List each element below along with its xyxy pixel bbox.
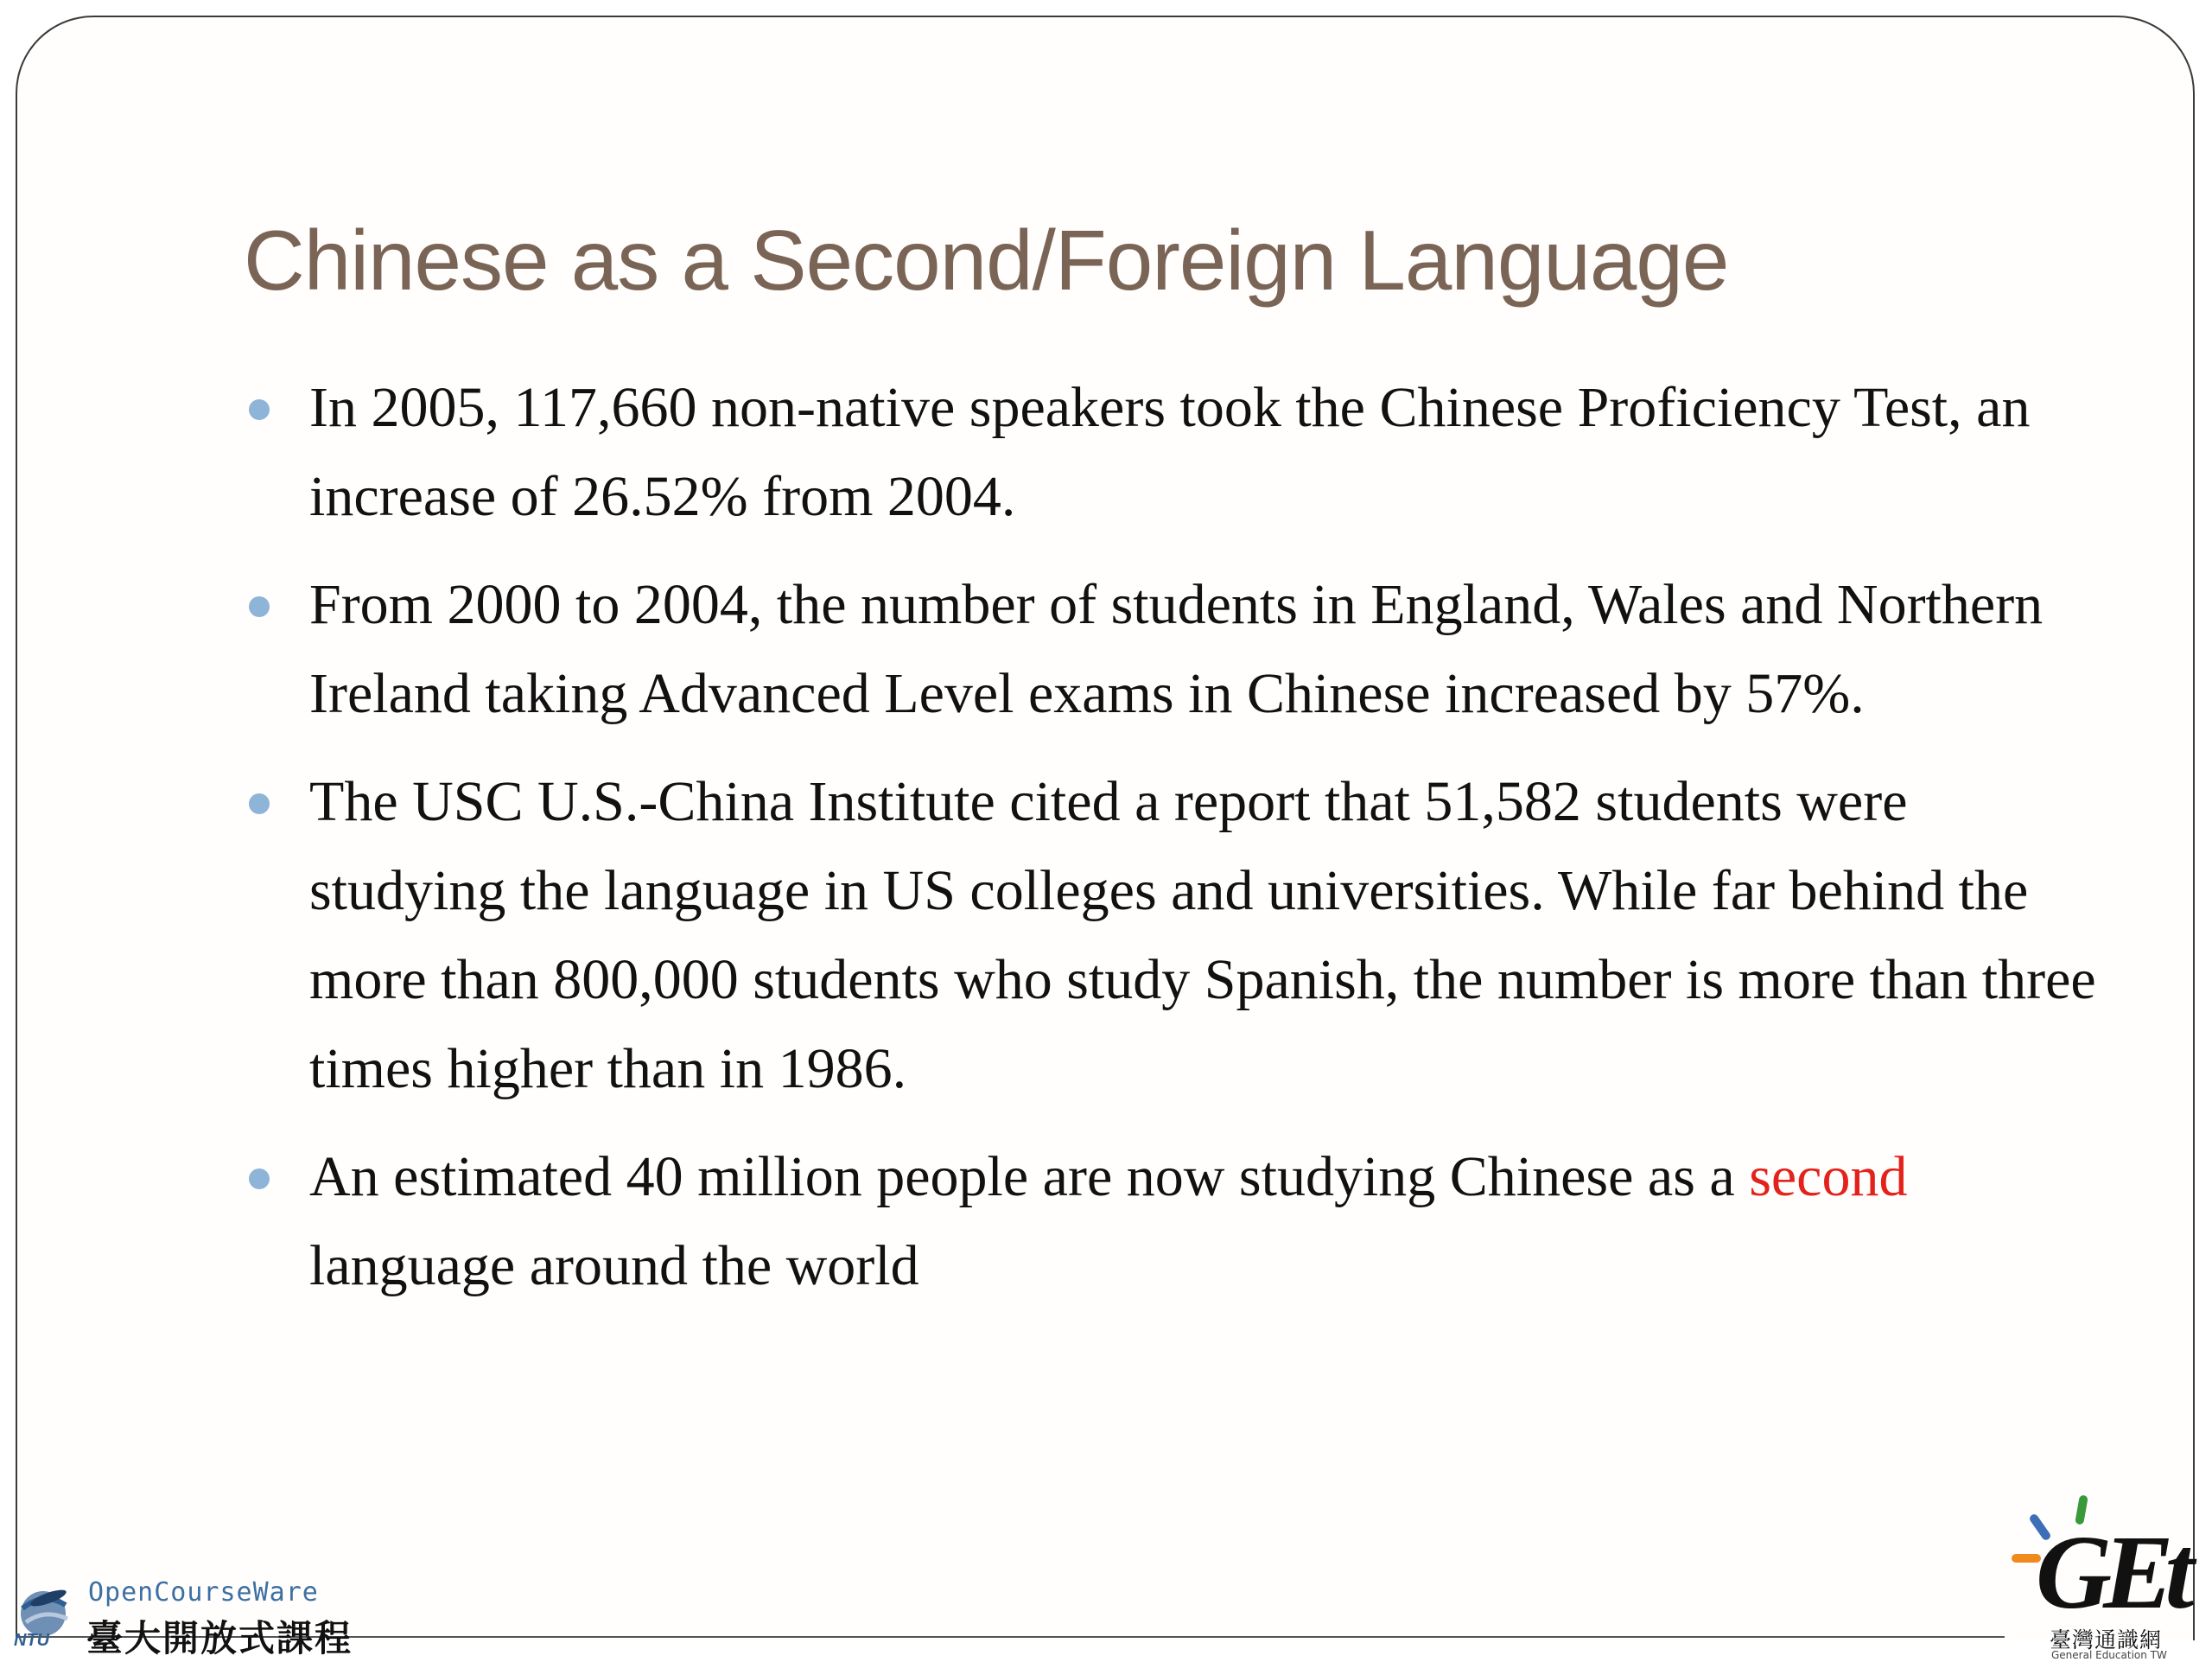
bullet-text: In 2005, 117,660 non-native speakers took the Chinese Proficiency Test, an increase of 26.52% from 2004. — [309, 376, 2031, 528]
bullet-item — [242, 1132, 2100, 1310]
ntu-opencourseware-logo — [9, 1577, 389, 1659]
ocw-chinese-label: 臺大開放式課程 — [86, 1617, 353, 1659]
bullet-list — [242, 363, 2100, 1329]
bullet-item — [242, 757, 2100, 1113]
bullet-item — [242, 560, 2100, 738]
bullet-text: The USC U.S.-China Institute cited a report that 51,582 students were studying the language in US colleges and universities. While far behind the more than 800,000 students who study Spanish, the number is more than three times higher than in 1986. — [309, 770, 2096, 1100]
get-logo — [2005, 1493, 2212, 1659]
ntu-badge: NTU — [14, 1631, 50, 1650]
get-mark: GEt — [2036, 1514, 2186, 1631]
slide-title: Chinese as a Second/Foreign Language — [244, 213, 1729, 308]
bullet-dot-icon — [249, 1168, 270, 1189]
bullet-dot-icon — [249, 399, 270, 420]
bullet-dot-icon — [249, 793, 270, 814]
highlighted-word: second — [1749, 1145, 1908, 1208]
bullet-text-after: language around the world — [309, 1234, 919, 1297]
bullet-dot-icon — [249, 596, 270, 617]
get-chinese-label: 臺灣通識網 — [2050, 1627, 2163, 1652]
bullet-item — [242, 363, 2100, 541]
ocw-label: OpenCourseWare — [88, 1577, 319, 1608]
get-english-label: General Education TW — [2051, 1649, 2167, 1661]
bullet-text-before: An estimated 40 million people are now studying Chinese as a — [309, 1145, 1750, 1208]
bullet-text: From 2000 to 2004, the number of students in England, Wales and Northern Ireland taking Advanced Level exams in Chinese increased by 57%. — [309, 573, 2044, 725]
